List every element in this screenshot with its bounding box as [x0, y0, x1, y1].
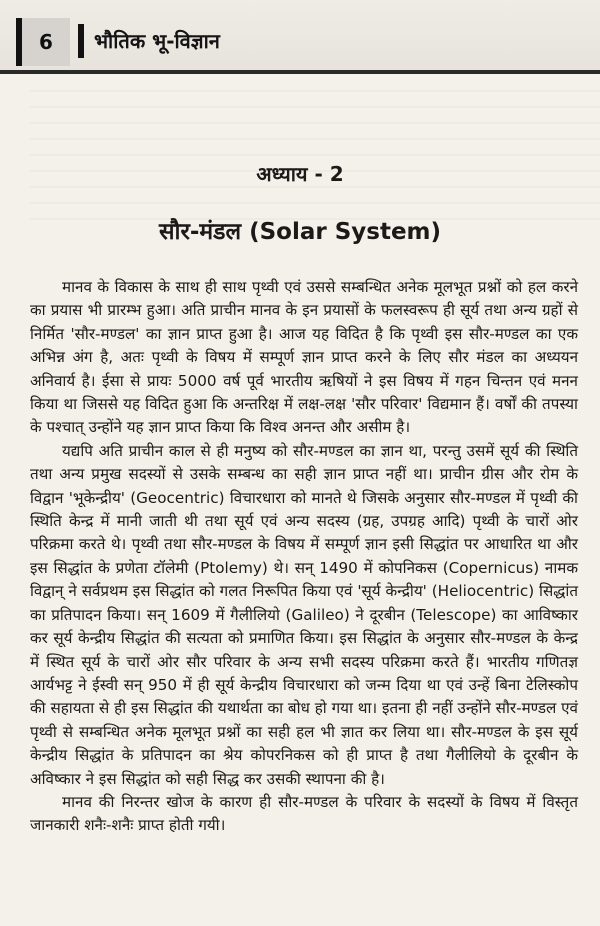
show-through-background [30, 76, 600, 226]
chapter-label: अध्याय - 2 [256, 162, 344, 186]
header-rule [0, 70, 600, 74]
paragraph: मानव की निरन्तर खोज के कारण ही सौर-मण्डल के परिवार के सदस्यों के विषय में विस्तृत जानकारी शनैः-शनैः प्राप्त होती गयी। [30, 792, 578, 835]
paragraph: मानव के विकास के साथ ही साथ पृथ्वी एवं उससे सम्बन्धित अनेक मूलभूत प्रश्नों को हल करने का प्रयास भी प्रारम्भ हुआ। अति प्राचीन मानव के इन प्रयासों के फलस्वरूप ही सूर्य तथा अन्य ग्रहों से निर्मित 'सौर-मण्डल' का ज्ञान प्राप्त हुआ है। आज यह विदित है कि पृथ्वी इस सौर-मण्डल का एक अभिन्न अंग है, अतः पृथ्वी के विषय में सम्पूर्ण ज्ञान प्राप्त करने के लिए सौर मंडल का अध्ययन अनिवार्य है। ईसा से प्रायः 5000 वर्ष पूर्व भारतीय ऋषियों ने इस विषय में गहन चिन्तन एवं मनन किया था जिससे यह विदित हुआ कि अन्तरिक्ष में लक्ष-लक्ष 'सौर परिवार' विद्यमान हैं। वर्षों की तपस्या के पश्चात् उन्होंने यह ज्ञान प्राप्त किया कि विश्व अनन्त और असीम है। [30, 278, 578, 437]
chapter-title: सौर-मंडल (Solar System) [158, 219, 442, 245]
page-header [0, 0, 600, 72]
running-head: भौतिक भू-विज्ञान [78, 24, 220, 58]
page-number: 6 [16, 18, 70, 66]
paragraph: यद्यपि अति प्राचीन काल से ही मनुष्य को सौर-मण्डल का ज्ञान था, परन्तु उसमें सूर्य की स्थिति तथा अन्य प्रमुख सदस्यों से उसके सम्बन्ध का सही ज्ञान प्राप्त नहीं था। प्राचीन ग्रीस और रोम के विद्वान 'भूकेन्द्रीय' (Geocentric) विचारधारा को मानते थे जिसके अनुसार सौर-मण्डल में पृथ्वी की स्थिति केन्द्र में मानी जाती थी तथा सूर्य एवं अन्य सदस्य (ग्रह, उपग्रह आदि) पृथ्वी के चारों ओर परिक्रमा करते थे। पृथ्वी तथा सौर-मण्डल के विषय में सम्पूर्ण ज्ञान इसी सिद्धांत पर आधारित था और इस सिद्धांत के प्रणेता टॉलेमी (Ptolemy) थे। सन् 1490 में कोपनिकस (Copernicus) नामक विद्वान् ने सर्वप्रथम इस सिद्धांत को गलत निरूपित किया एवं 'सूर्य केन्द्रीय' (Heliocentric) सिद्धांत का प्रतिपादन किया। सन् 1609 में गैलीलियो (Galileo) ने दूरबीन (Telescope) का आविष्कार कर सूर्य केन्द्रीय सिद्धांत की सत्यता को प्रमाणित किया। इस सिद्धांत के अनुसार सौर-मण्डल के केन्द्र में स्थित सूर्य के चारों ओर सौर परिवार के अन्य सभी सदस्य परिक्रमा करते हैं। भारतीय गणितज्ञ आर्यभट्ट ने ईस्वी सन् 950 में ही सूर्य केन्द्रीय विचारधारा को जन्म दिया था एवं उन्हें बिना टेलिस्कोप की सहायता से ही इस सिद्धांत की यथार्थता का बोध हो गया था। इतना ही नहीं उन्होंने सौर-मण्डल एवं पृथ्वी से सम्बन्धित अनेक मूलभूत प्रश्नों का सही हल भी ज्ञात कर लिया था। सौर-मण्डल के इस सूर्य केन्द्रीय सिद्धांत के प्रतिपादन का श्रेय कोपरनिकस को ही प्राप्त है तथा गैलीलियो के दूरबीन के अविष्कार ने इस सिद्धांत को सही सिद्ध कर उसकी स्थापना की है। [30, 441, 578, 788]
body-text [30, 276, 578, 838]
